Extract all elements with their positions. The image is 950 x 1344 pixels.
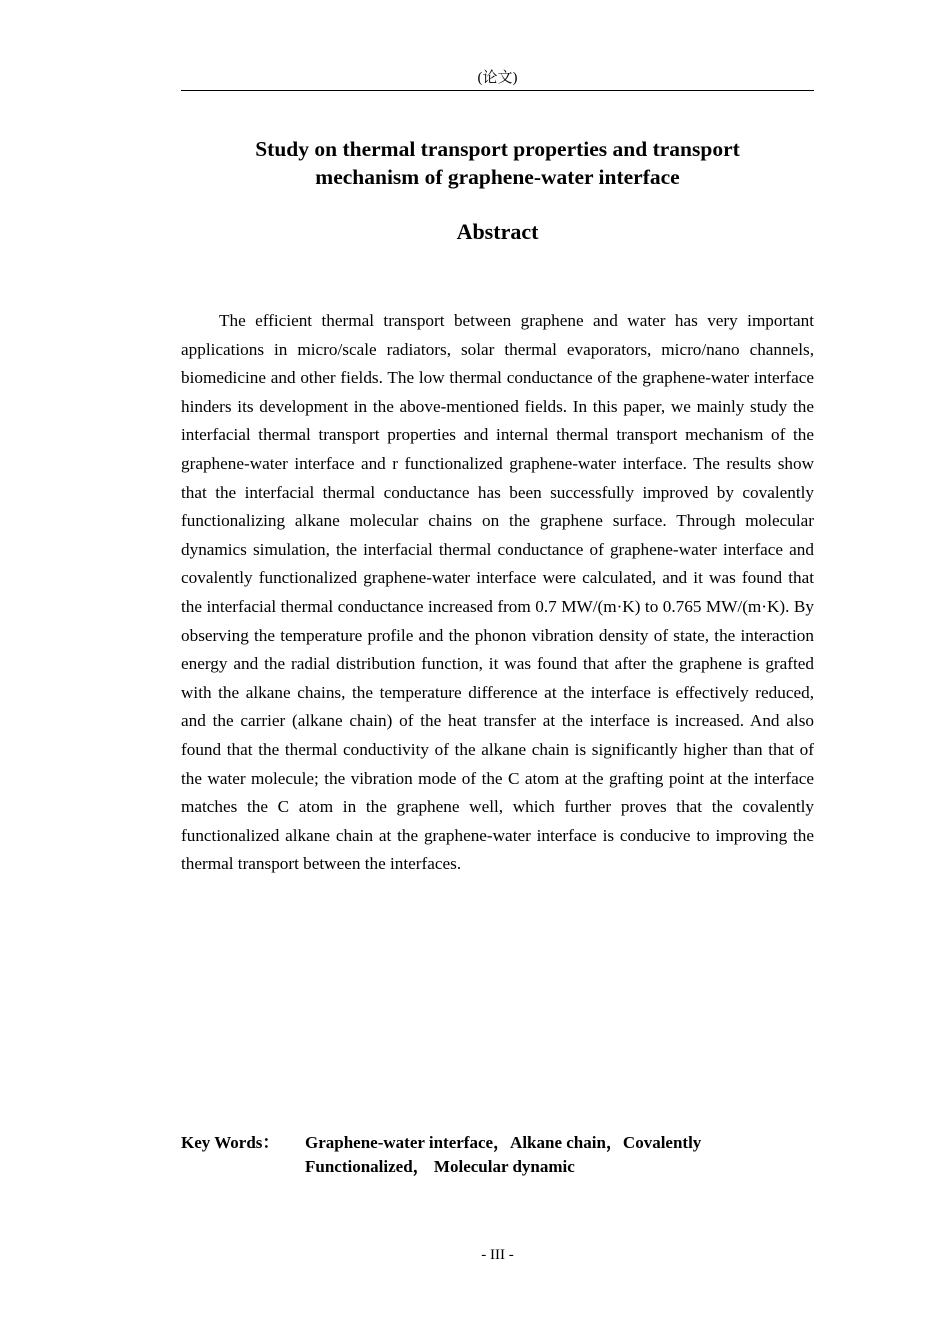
paper-title-line-2: mechanism of graphene-water interface	[315, 165, 680, 189]
keywords-list	[305, 1131, 765, 1179]
header-rule	[181, 90, 814, 91]
keywords-line-2: Functionalized， Molecular dynamic	[305, 1157, 575, 1176]
keywords-label: Key Words：	[181, 1133, 280, 1152]
paper-title	[181, 135, 814, 191]
page-number: - III -	[481, 1247, 514, 1263]
abstract-body: The efficient thermal transport between graphene and water has very important applications in micro/scale radiators, solar thermal evaporators, micro/nano channels, biomedicine and other fields. The low thermal conductance of the graphene-water interface hinders its development in the above-mentioned fields. In this paper, we mainly study the interfacial thermal transport properties and internal thermal transport mechanism of the graphene-water interface and r functionalized graphene-water interface. The results show that the interfacial thermal conductance has been successfully improved by covalently functionalizing alkane molecular chains on the graphene surface. Through molecular dynamics simulation, the interfacial thermal conductance of graphene-water interface and covalently functionalized graphene-water interface were calculated, and it was found that the interfacial thermal conductance increased from 0.7 MW/(m·K) to 0.765 MW/(m·K). By observing the temperature profile and the phonon vibration density of state, the interaction energy and the radial distribution function, it was found that after the graphene is grafted with the alkane chains, the temperature difference at the interface is effectively reduced, and the carrier (alkane chain) of the heat transfer at the interface is increased. And also found that the thermal conductivity of the alkane chain is significantly higher than that of the water molecule; the vibration mode of the C atom at the grafting point at the interface matches the C atom in the graphene well, which further proves that the covalently functionalized alkane chain at the graphene-water interface is conducive to improving the thermal transport between the interfaces.	[181, 311, 814, 874]
abstract-heading: Abstract	[456, 219, 539, 244]
paper-title-line-1: Study on thermal transport properties and transport	[255, 137, 740, 161]
running-header: (论文)	[477, 70, 518, 86]
keywords-line-1: Graphene-water interface，Alkane chain，Covalently	[305, 1133, 702, 1152]
